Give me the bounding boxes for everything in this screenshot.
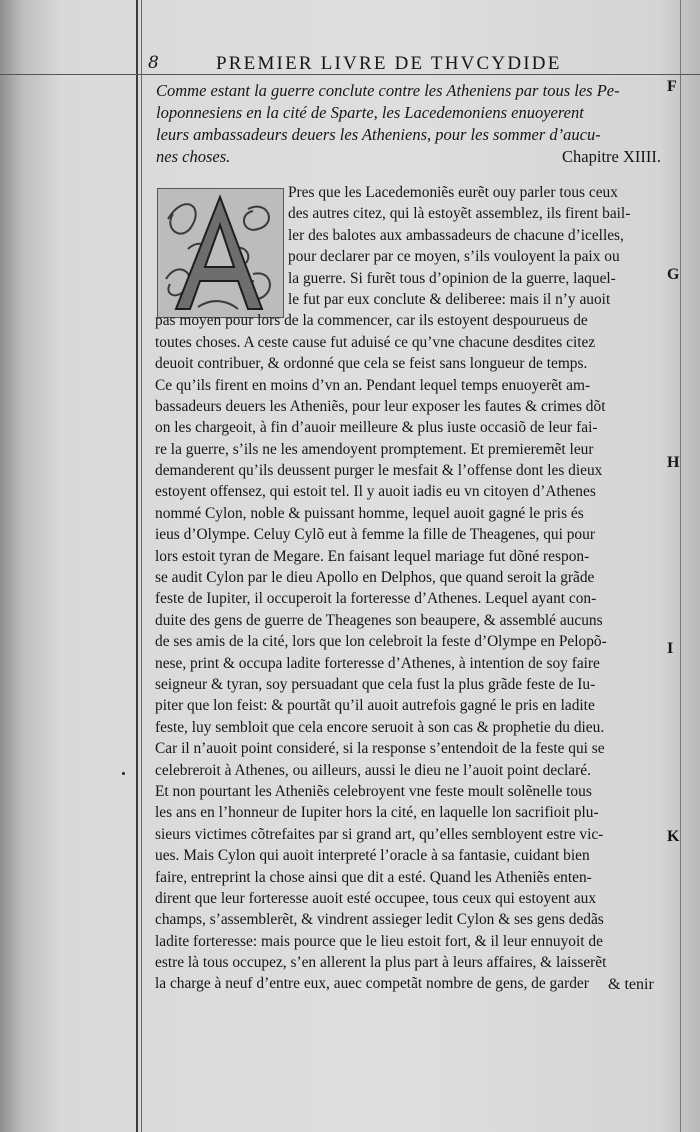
body-line: toutes choses. A ceste cause fut aduisé ce qu’vne chacune desdites citez bbox=[155, 333, 596, 351]
svg-text:A: A bbox=[219, 304, 221, 305]
body-line: piter que lon feist: & pourtãt qu’il auoit autrefois gagné le pris en ladite bbox=[155, 697, 595, 715]
chapter-summary bbox=[156, 80, 661, 168]
body-line: dirent que leur forteresse auoit esté occupee, tous ceux qui estoyent aux bbox=[155, 889, 597, 907]
body-line: demanderent qu’ils deussent purger le mesfait & l’offense dont les dieux bbox=[155, 462, 603, 480]
body-line: des autres citez, qui là estoyẽt assemblez, ils firent bail- bbox=[288, 205, 631, 223]
body-line: estre là tous occupez, s’en allerent la plus part à leurs affaires, & laisserẽt bbox=[155, 954, 607, 972]
summary-line: loponnesiens en la cité de Sparte, les Lacedemoniens enuoyerent bbox=[156, 103, 584, 122]
body-line: duite des gens de guerre de Theagenes son beaupere, & assemblé aucuns bbox=[155, 611, 603, 629]
body-line: pour declarer par ce moyen, s’ils vouloyent la paix ou bbox=[288, 248, 620, 266]
body-line: Car il n’auoit point consideré, si la response s’entendoit de la feste qui se bbox=[155, 740, 605, 758]
body-line: ler des balotes aux ambassadeurs de chacune d’icelles, bbox=[288, 226, 624, 244]
body-line: celebreroit à Athenes, ou ailleurs, aussi le dieu ne l’auoit point declaré. bbox=[155, 761, 591, 779]
body-line: le fut par eux conclute & deliberee: mais il n’y auoit bbox=[288, 290, 611, 308]
body-line: Pres que les Lacedemoniẽs eurẽt ouy parler tous ceux bbox=[288, 184, 618, 201]
body-line: la guerre. Si furẽt tous d’opinion de la guerre, laquel- bbox=[288, 269, 616, 287]
body-line: de ses amis de la cité, lors que lon celebroit la feste d’Olympe en Pelopõ- bbox=[155, 633, 607, 651]
body-line: faire, entreprint la chose ainsi que dit a esté. Quand les Atheniẽs enten- bbox=[155, 868, 592, 886]
body-line: estoyent offensez, qui estoit tel. Il y auoit iadis eu vn citoyen d’Athenes bbox=[155, 483, 596, 501]
chapter-number: Chapitre XIIII. bbox=[562, 147, 661, 166]
running-title: PREMIER LIVRE DE THVCYDIDE bbox=[216, 53, 562, 74]
body-line: Ce qu’ils firent en moins d’vn an. Pendant lequel temps enuoyerẽt am- bbox=[155, 376, 591, 394]
body-line: bassadeurs deuers les Atheniẽs, pour leur exposer les fautes & crimes dõt bbox=[155, 397, 606, 415]
body-line: feste, luy sembloit que cela encore seruoit à son cas & prophetie du dieu. bbox=[155, 718, 605, 736]
body-line: nese, print & occupa ladite forteresse d’Athenes, à intention de soy faire bbox=[155, 654, 600, 672]
body-line: les ans en l’honneur de Iupiter hors la cité, en laquelle lon sacrifioit plu- bbox=[155, 804, 599, 822]
summary-line: nes choses. Chapitre XIIII. bbox=[156, 147, 661, 166]
summary-line: Comme estant la guerre conclute contre les Atheniens par tous les Pe- bbox=[156, 81, 620, 100]
outer-margin-rule bbox=[680, 0, 681, 1132]
body-line: champs, s’assemblerẽt, & vindrent assieger ledit Cylon & ses gens dedãs bbox=[155, 911, 604, 929]
body-line: feste de Iupiter, il occuperoit la forteresse d’Athenes. Lequel ayant con- bbox=[155, 590, 597, 608]
margin-letter-h: H bbox=[667, 454, 680, 471]
body-line: ieus d’Olympe. Celuy Cylõ eut à femme la fille de Theagenes, qui pour bbox=[155, 526, 595, 544]
margin-letter-f: F bbox=[667, 78, 677, 95]
body-line: nommé Cylon, noble & puissant homme, lequel auoit gagné le pris és bbox=[155, 504, 584, 522]
margin-letter-g: G bbox=[667, 266, 680, 283]
folio-number: 8 bbox=[148, 53, 159, 73]
body-line: lors estoit tyran de Megare. En faisant lequel mariage fut dõné respon- bbox=[155, 547, 590, 565]
body-line: se audit Cylon par le dieu Apollo en Delphos, que quand seroit la grãde bbox=[155, 569, 595, 587]
margin-letter-k: K bbox=[667, 828, 680, 845]
body-text bbox=[155, 182, 665, 995]
running-header bbox=[148, 53, 628, 81]
gutter-rule bbox=[136, 0, 138, 1132]
body-line: re la guerre, s’ils ne les amendoyent promptement. Et premieremẽt leur bbox=[155, 440, 594, 458]
body-line: deuoit contribuer, & ordonné que cela se feist sans longueur de temps. bbox=[155, 355, 588, 373]
body-line: pas moyen pour lors de la commencer, car ils estoyent despourueus de bbox=[155, 312, 588, 330]
body-line: sieurs victimes cõtrefaites par si grand art, qu’elles sembloyent estre vic- bbox=[155, 825, 604, 843]
body-line: seigneur & tyran, soy persuadant que cela fust la plus grãde feste de Iu- bbox=[155, 675, 596, 693]
catchword: & tenir bbox=[608, 976, 654, 993]
gutter-rule-inner bbox=[141, 0, 142, 1132]
summary-line: leurs ambassadeurs deuers les Atheniens, pour les sommer d’aucu- bbox=[156, 125, 601, 144]
body-line: Et non pourtant les Atheniẽs celebroyent vne feste moult solẽnelle tous bbox=[155, 782, 592, 800]
body-line: ladite forteresse: mais pource que le lieu estoit fort, & il leur ennuyoit de bbox=[155, 932, 603, 950]
ink-spot bbox=[122, 772, 125, 775]
body-line: la charge à neuf d’entre eux, auec competãt nombre de gens, de garder bbox=[155, 975, 589, 993]
body-line: ues. Mais Cylon qui auoit interpreté l’oracle à sa fantasie, cuidant bien bbox=[155, 847, 590, 865]
margin-letter-i: I bbox=[667, 640, 674, 657]
body-line: on les chargeoit, à fin d’auoir meilleure & plus iuste occasiõ de leur fai- bbox=[155, 419, 598, 437]
